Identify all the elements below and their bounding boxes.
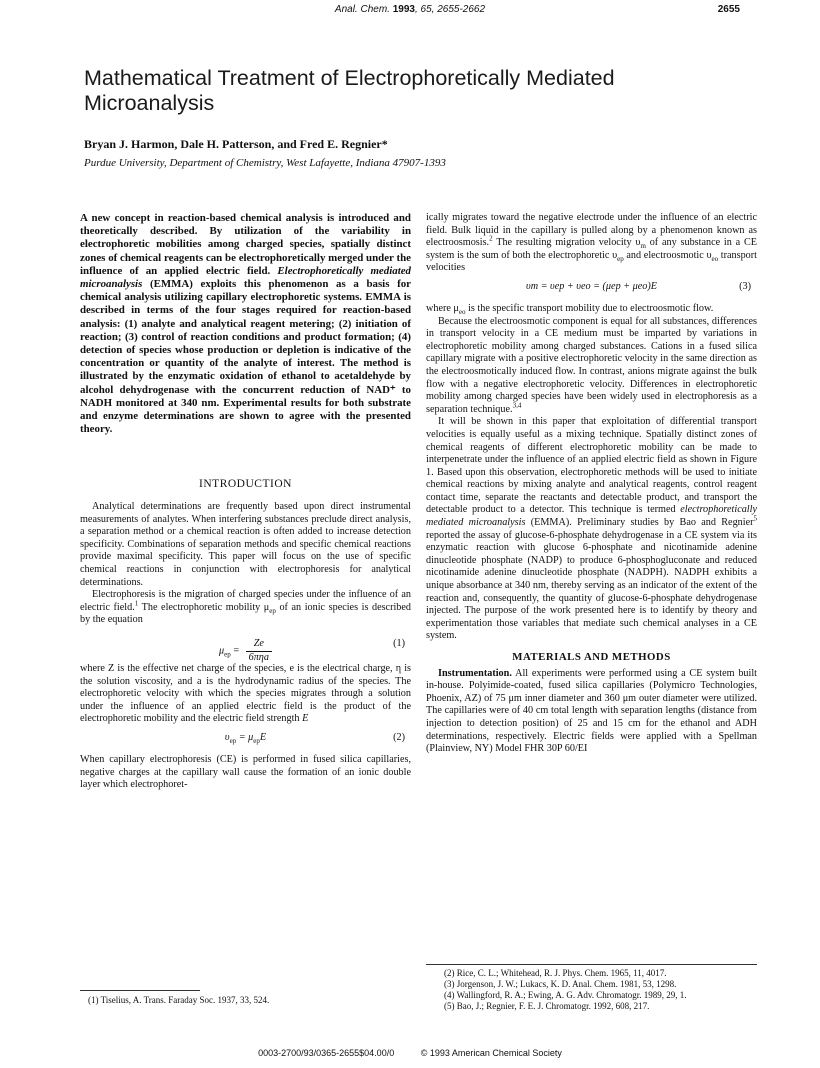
authors: Bryan J. Harmon, Dale H. Patterson, and Fred E. Regnier* bbox=[84, 137, 388, 151]
subscript: ep bbox=[253, 736, 260, 745]
right-p4-text-c: reported the assay of glucose-6-phosphate dehydrogenase in a CE system via its enzymatic reaction with glucose 6-phosphate and nicotinamide adenine dinucleotide phosphate (NADP) to produce 6-phosphogluconate and reduced nicotinamide adenine dinucleotide phosphate (NADPH). NADPH exhibits a unique absorbance at 340 nm, thereby serving as an indicator of the extent of the reaction and, consequently, the quantity of glucose-6-phosphate dehydrogenase injected. The purpose of the work presented here is to identify by theory and experimentation those variables that mediate such chemical analyses in a CE system. bbox=[426, 529, 757, 642]
eq1-lhs: μ bbox=[219, 645, 225, 657]
subscript: ep bbox=[269, 606, 276, 615]
abstract-text-1: A new concept in reaction-based chemical analysis is introduced and theoretically described. By utilization of the variability in electrophoretic mobilities among charged species, spatially distinct zones of chemical reagents can be electrophoretically merged under the influence of an applied electric field. bbox=[80, 212, 411, 277]
left-column bbox=[80, 212, 411, 792]
right-column bbox=[426, 212, 757, 756]
footnote: (5) Bao, J.; Regnier, F. E. J. Chromatogr. 1992, 608, 217. bbox=[444, 1001, 650, 1011]
footnotes-left bbox=[88, 995, 408, 1006]
intro-paragraph-4: When capillary electrophoresis (CE) is performed in fused silica capillaries, negative charges at the capillary wall cause the formation of an ionic double layer which electrophoret- bbox=[80, 753, 411, 791]
instrumentation-paragraph bbox=[426, 668, 757, 756]
subscript: ep bbox=[224, 650, 231, 659]
right-p4-emphasis: electrophoretically mediated microanalysis bbox=[426, 504, 757, 529]
subscript: eo bbox=[458, 308, 466, 316]
instrumentation-text: All experiments were performed using a CE system built in-house. Polyimide-coated, fused silica capillaries (Polymicro Technologies, Phoenix, AZ) of 75 μm inner diameter and 360 μm outer diameter were utilized. The capillaries were of 40 cm total length with separation lengths (distance from injection to detection position) of 25 and 15 cm for the ethanol and ADH determinations, respectively. Electric fields were applied with a Spellman (Plainview, NY) Model FHR 30P 60/EI bbox=[426, 667, 757, 755]
journal-citation: Anal. Chem. 1993, 65, 2655-2662 bbox=[334, 4, 486, 15]
affiliation: Purdue University, Department of Chemistry, West Lafayette, Indiana 47907-1393 bbox=[84, 157, 446, 169]
citation-ref: 2 bbox=[489, 234, 493, 243]
intro-p2-text-a: Electrophoresis is the migration of charged species under the influence of an electric field. bbox=[80, 589, 411, 613]
footnotes-right bbox=[444, 968, 764, 1012]
right-p1-text-d: and electroosmotic υ bbox=[623, 249, 712, 261]
right-p3-text: Because the electroosmotic component is equal for all substances, differences in transport velocity in a CE medium must be imparted by variations in electrophoretic mobility among charged substances. Cations in a fused silica capillary migrate with a positive electrophoretic velocity in the same direction as the electroosmotically induced flow. In contrast, anions migrate against the bulk flow with a negative electrophoretic velocity. Differences in electrophoretic mobility among charged species have been widely used in electrophoresis as a separation technique. bbox=[426, 315, 757, 415]
footnote: (2) Rice, C. L.; Whitehead, R. J. Phys. Chem. 1965, 11, 4017. bbox=[444, 968, 667, 978]
abstract-text-2: (EMMA) exploits this phenomenon as a basis for chemical analysis utilizing capillary electrophoretic systems. EMMA is described in terms of the four stages required for reaction-based analysis: (1) analyte and analytical reagent metering; (2) initiation of reaction; (3) control of reaction conditions and product formation; (4) detection of species whose production or depletion is indicative of the concentration or quantity of the analyte of interest. The method is illustrated by the enzymatic oxidation of ethanol to acetaldehyde by alcohol dehydrogenase with the concurrent reduction of NAD⁺ to NADH monitored at 340 nm. Experimental results for both substrate and enzyme determinations are shown to agree with the presented theory. bbox=[80, 278, 411, 436]
right-paragraph-2 bbox=[426, 303, 757, 316]
footnote-rule-left bbox=[80, 990, 200, 991]
footnote-rule-right bbox=[426, 964, 757, 965]
journal-name: Anal. Chem. bbox=[334, 4, 390, 15]
footnote: (4) Wallingford, R. A.; Ewing, A. G. Adv. Chromatogr. 1989, 29, 1. bbox=[444, 990, 687, 1000]
right-p1-text-e: transport velocities bbox=[426, 249, 757, 274]
abstract bbox=[80, 212, 411, 436]
materials-methods-heading: MATERIALS AND METHODS bbox=[512, 651, 671, 663]
subscript: eo bbox=[711, 254, 719, 263]
equation-2-number: (2) bbox=[393, 731, 405, 743]
abstract-emphasis: Electrophoretically mediated microanalysis bbox=[80, 264, 411, 291]
intro-p2-text-b: The electrophoretic mobility μ bbox=[138, 601, 270, 613]
intro-heading: INTRODUCTION bbox=[199, 478, 292, 491]
equation-1 bbox=[80, 630, 411, 663]
equation-2-expression bbox=[80, 732, 411, 745]
citation-ref: 5 bbox=[753, 514, 758, 523]
equals-sign: = bbox=[230, 645, 242, 657]
right-p4-text-a: It will be shown in this paper that exploitation of differential transport velocities is equally useful as a mixing technique. Spatially distinct zones of chemical reagents of different electrophoretic mobility can be made to interpenetrate under the influence of an applied electric field as shown in Figure 1. Based upon this observation, electrophoretic methods will be used to initiate chemical reactions by mixing analyte and analytical reagents, control reagent contact time, separate the reactants and detectable product, and transport the detectable product to a detector. This technique is termed bbox=[426, 416, 757, 516]
right-p2-text-b: is the specific transport mobility due to electroosmotic flow. bbox=[465, 302, 714, 314]
right-paragraph-3 bbox=[426, 316, 757, 417]
run-in-heading: Instrumentation. bbox=[438, 667, 512, 679]
page-footer bbox=[0, 1048, 820, 1058]
equation-3-expression: υm = υep + υeo = (μep + μeo)E bbox=[526, 280, 657, 292]
journal-pages: 2655-2662 bbox=[437, 4, 486, 15]
equation-1-number: (1) bbox=[393, 637, 405, 649]
intro-p3-variable: E bbox=[302, 713, 309, 725]
equation-3 bbox=[426, 278, 757, 300]
citation-ref: 1 bbox=[134, 599, 139, 608]
citation-ref: 3,4 bbox=[512, 401, 522, 410]
journal-year: 1993 bbox=[392, 4, 415, 15]
equation-3-number: (3) bbox=[739, 280, 751, 292]
journal-volume: 65 bbox=[420, 4, 432, 15]
right-p1-text-a: ically migrates toward the negative electrode under the influence of an electric field. Bulk liquid in the capillary is pulled along by a phenomenon known as electroosmosis. bbox=[426, 212, 757, 249]
page-number: 2655 bbox=[717, 4, 740, 15]
copyright-notice: © 1993 American Chemical Society bbox=[420, 1048, 562, 1058]
subscript: ep bbox=[617, 254, 624, 263]
equation-1-expression bbox=[80, 638, 411, 664]
footnote: (1) Tiselius, A. Trans. Faraday Soc. 1937, 33, 524. bbox=[88, 995, 270, 1005]
article-title: Mathematical Treatment of Electrophoretically Mediated Microanalysis bbox=[84, 66, 615, 115]
subscript: ep bbox=[229, 736, 237, 745]
right-paragraph-4 bbox=[426, 416, 757, 643]
footnote: (3) Jorgenson, J. W.; Lukacs, K. D. Anal. Chem. 1981, 53, 1298. bbox=[444, 979, 677, 989]
eq2-mid: = μ bbox=[236, 731, 254, 743]
right-p4-text-b: (EMMA). Preliminary studies by Bao and Regnier bbox=[525, 517, 754, 529]
fraction-numerator: Ze bbox=[246, 638, 272, 652]
right-paragraph-1 bbox=[426, 212, 757, 275]
running-head bbox=[80, 4, 740, 20]
fraction-denominator: 6πηa bbox=[248, 651, 269, 663]
intro-p3-text: where Z is the effective net charge of the species, e is the electrical charge, η is the solution viscosity, and a is the hydrodynamic radius of the species. The electrophoretic velocity with which the species migrates through a solution under the influence of an applied electric field is the product of the electrophoretic mobility and the electric field strength bbox=[80, 662, 411, 725]
eq2-end: E bbox=[259, 731, 267, 743]
fraction bbox=[246, 638, 272, 664]
intro-p2-text-c: of an ionic species is described by the equation bbox=[80, 601, 412, 626]
intro-paragraph-3 bbox=[80, 663, 411, 726]
intro-paragraph-1: Analytical determinations are frequently based upon direct instrumental measurements of analytes. When interfering substances preclude direct analysis, a separation method or a chemical reaction is often added to increase detection specificity. Combinations of separation methods and specific chemical reactions provide maximal specificity. This paper will focus on the use of specific chemical reactions in conjunction with electrophoresis for analytical determinations. bbox=[80, 501, 411, 588]
subscript: m bbox=[640, 242, 646, 251]
right-p1-text-b: The resulting migration velocity υ bbox=[492, 237, 641, 249]
intro-paragraph-2 bbox=[80, 589, 411, 627]
article-code: 0003-2700/93/0365-2655$04.00/0 bbox=[258, 1048, 395, 1058]
equation-2 bbox=[80, 729, 411, 751]
eq2-lhs: υ bbox=[224, 731, 230, 743]
right-p2-text-a: where μ bbox=[426, 302, 459, 314]
right-p1-text-c: of any substance in a CE system is the sum of both the electrophoretic υ bbox=[426, 237, 758, 261]
